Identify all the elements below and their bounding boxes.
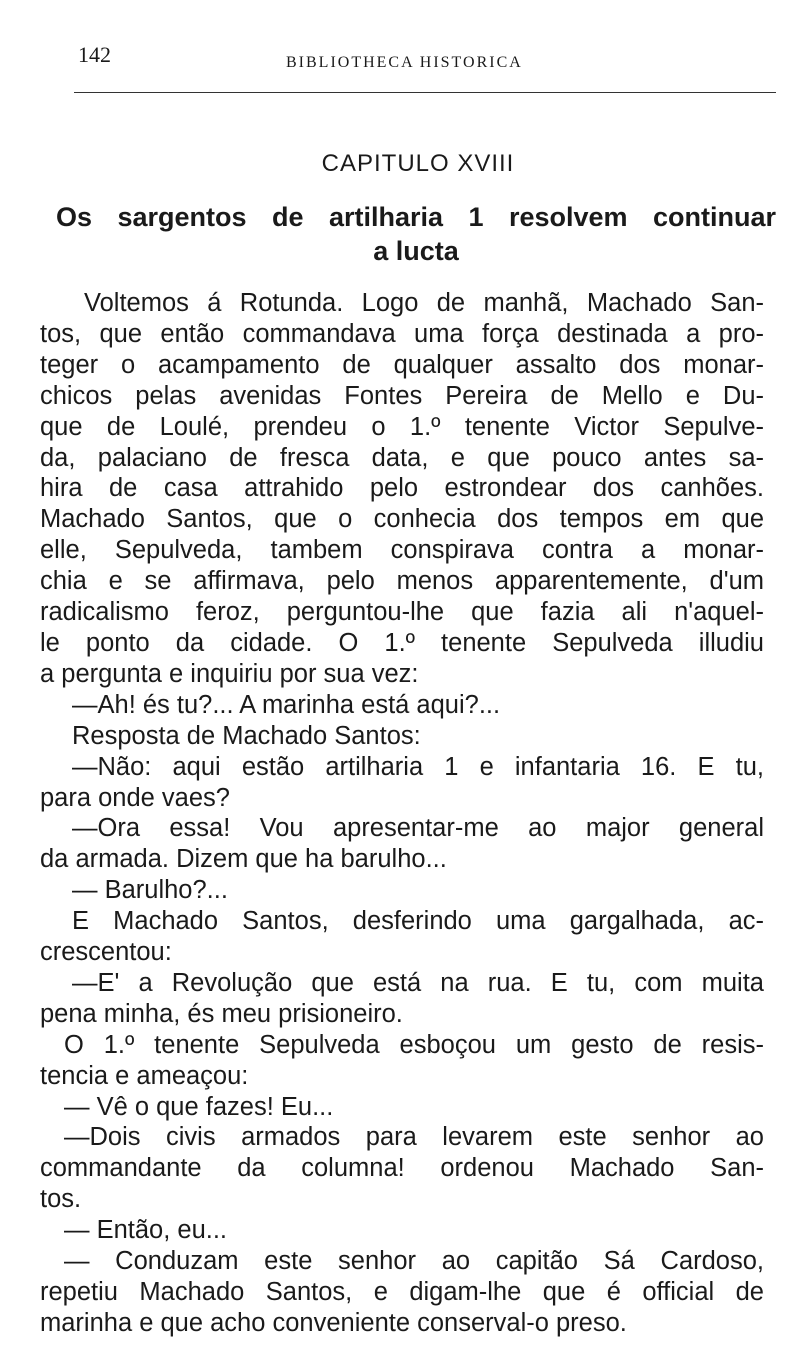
section-heading-line: a lucta — [373, 236, 459, 266]
text-line: —Ora essa! Vou apresentar-me ao major general — [72, 814, 764, 843]
chapter-title: CAPITULO XVIII — [321, 150, 515, 177]
text-line: commandante da columna! ordenou Machado San- — [40, 1154, 764, 1183]
text-line: — Então, eu... — [64, 1216, 228, 1245]
text-line: pena minha, és meu prisioneiro. — [40, 999, 403, 1028]
text-line: Resposta de Machado Santos: — [72, 721, 421, 750]
text-line: da armada. Dizem que ha barulho... — [40, 845, 447, 874]
text-line: —Ah! és tu?... A marinha está aqui?... — [72, 690, 501, 719]
page-number: 142 — [78, 42, 111, 67]
text-line: tos, que então commandava uma força destinada a pro- — [40, 319, 764, 348]
text-line: marinha e que acho conveniente conserval-o preso. — [40, 1308, 627, 1337]
text-line: —E' a Revolução que está na rua. E tu, com muita — [72, 968, 764, 997]
text-line: —Não: aqui estão artilharia 1 e infantaria 16. E tu, — [72, 752, 764, 781]
text-line: O 1.º tenente Sepulveda esboçou um gesto de resis- — [64, 1030, 764, 1059]
text-line: —Dois civis armados para levarem este senhor ao — [64, 1123, 764, 1152]
text-line: repetiu Machado Santos, e digam-lhe que é official de — [40, 1278, 764, 1306]
text-line: crescentou: — [40, 938, 172, 967]
section-heading-line: Os sargentos de artilharia 1 resolvem continuar — [56, 202, 776, 232]
text-line: radicalismo feroz, perguntou-lhe que fazia ali n'aquel- — [40, 598, 764, 627]
text-line: elle, Sepulveda, tambem conspirava contra a monar- — [40, 536, 764, 565]
header-rule — [74, 92, 776, 93]
running-head: BIBLIOTHECA HISTORICA — [286, 54, 523, 71]
text-line: que de Loulé, prendeu o 1.º tenente Victor Sepulve- — [40, 412, 764, 441]
text-line: tos. — [40, 1185, 82, 1214]
page-header — [74, 40, 774, 96]
text-line: teger o acampamento de qualquer assalto dos monar- — [40, 350, 764, 379]
body-text — [40, 288, 764, 1339]
text-line: chia e se affirmava, pelo menos apparentemente, d'um — [40, 567, 764, 596]
text-line: para onde vaes? — [40, 783, 230, 812]
text-line: le ponto da cidade. O 1.º tenente Sepulveda illudiu — [40, 628, 764, 657]
text-line: hira de casa attrahido pelo estrondear dos canhões. — [40, 474, 764, 503]
text-line: chicos pelas avenidas Fontes Pereira de Mello e Du- — [40, 381, 764, 410]
text-line: tencia e ameaçou: — [40, 1061, 249, 1090]
section-heading — [56, 200, 776, 268]
text-line: da, palaciano de fresca data, e que pouco antes sa- — [40, 443, 764, 472]
text-line: Voltemos á Rotunda. Logo de manhã, Machado San- — [84, 289, 764, 317]
text-line: — Barulho?... — [72, 876, 228, 905]
text-line: a pergunta e inquiriu por sua vez: — [40, 659, 419, 688]
text-line: E Machado Santos, desferindo uma gargalhada, ac- — [72, 907, 764, 936]
text-line: Machado Santos, que o conhecia dos tempos em que — [40, 505, 764, 534]
text-line: — Conduzam este senhor ao capitão Sá Cardoso, — [64, 1247, 764, 1276]
text-line: — Vê o que fazes! Eu... — [64, 1092, 334, 1121]
